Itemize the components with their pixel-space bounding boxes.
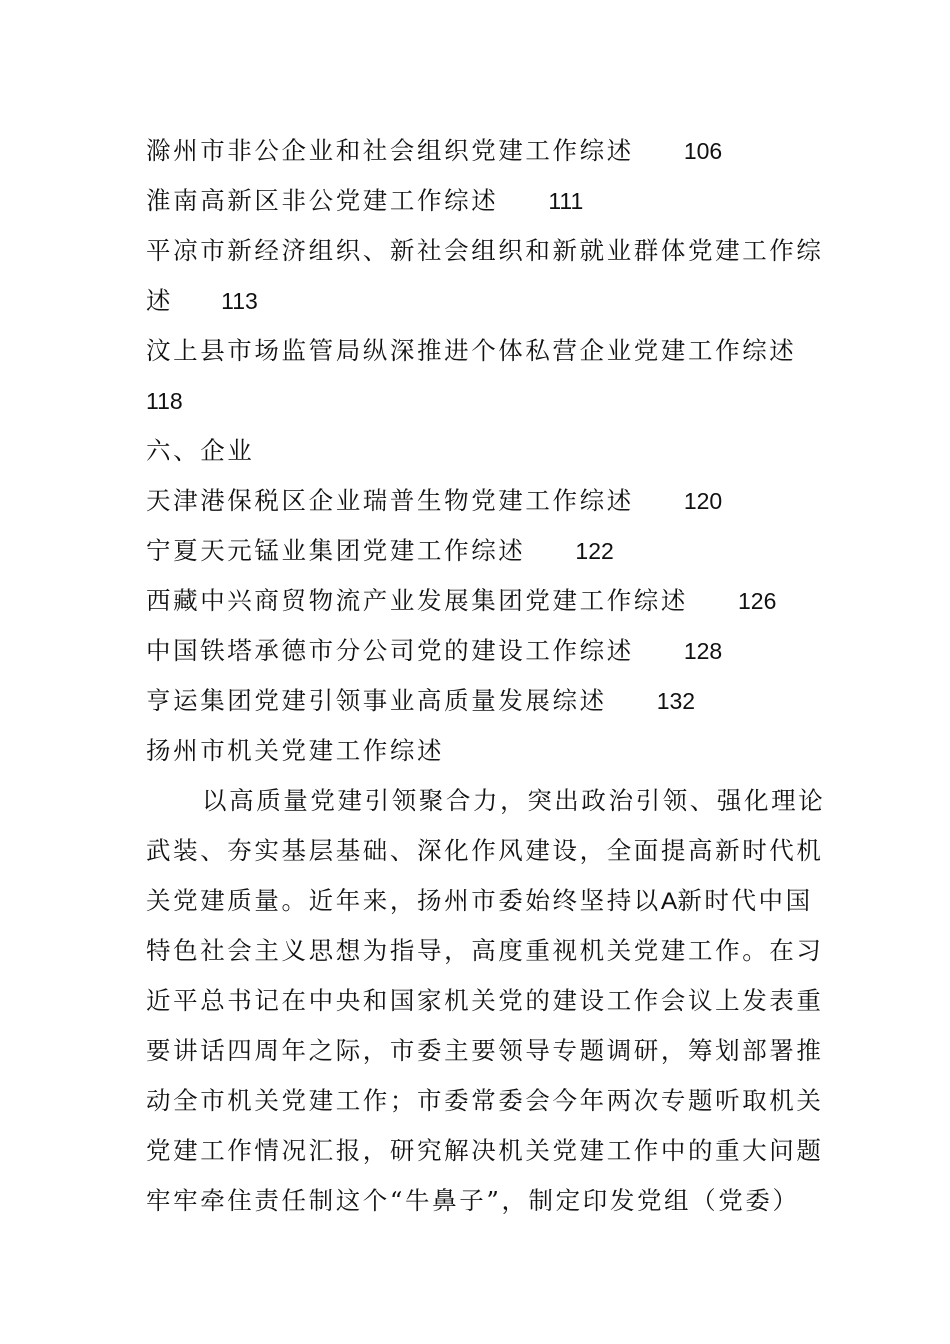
toc-entry bbox=[146, 676, 808, 726]
paragraph-line: 特色社会主义思想为指导，高度重视机关党建工作。在习 bbox=[146, 936, 824, 965]
paragraph-line-text: 关党建质量。近年来，扬州市委始终坚持以 bbox=[146, 886, 661, 915]
toc-entry-title: 宁夏天元锰业集团党建工作综述 bbox=[146, 536, 526, 565]
toc-entry-page: 118 bbox=[146, 388, 183, 414]
toc-entry-title: 淮南高新区非公党建工作综述 bbox=[146, 186, 499, 215]
article-title: 扬州市机关党建工作综述 bbox=[146, 736, 445, 765]
toc-entry bbox=[146, 626, 808, 676]
toc-entry-title: 亨运集团党建引领事业高质量发展综述 bbox=[146, 686, 607, 715]
toc-entry bbox=[146, 276, 808, 326]
paragraph-line: 牢牢牵住责任制这个“牛鼻子”，制定印发党组（党委） bbox=[146, 1186, 800, 1215]
toc-entry bbox=[146, 476, 808, 526]
toc-entry-title-line: 汶上县市场监管局纵深推进个体私营企业党建工作综述 bbox=[146, 336, 797, 365]
paragraph-line: 动全市机关党建工作；市委常委会今年两次专题听取机关 bbox=[146, 1086, 824, 1115]
toc-entry-page: 120 bbox=[683, 488, 723, 514]
toc-entry bbox=[146, 576, 808, 626]
toc-entry-title-continued: 述 bbox=[146, 286, 174, 315]
paragraph-line bbox=[146, 876, 813, 926]
toc-entry bbox=[146, 376, 808, 426]
toc-entry bbox=[146, 126, 808, 176]
toc-entry-page: 128 bbox=[683, 638, 723, 664]
toc-entry-title: 中国铁塔承德市分公司党的建设工作综述 bbox=[146, 636, 634, 665]
paragraph-line: 武装、夯实基层基础、深化作风建设，全面提高新时代机 bbox=[146, 836, 824, 865]
toc-entry-page: 111 bbox=[548, 188, 584, 214]
paragraph-line: 近平总书记在中央和国家机关党的建设工作会议上发表重 bbox=[146, 986, 824, 1015]
toc-entry-title: 滁州市非公企业和社会组织党建工作综述 bbox=[146, 136, 634, 165]
toc-entry-page: 132 bbox=[656, 688, 696, 714]
section-heading: 六、企业 bbox=[146, 436, 255, 465]
paragraph-latin-letter: A bbox=[660, 888, 678, 915]
paragraph-line: 党建工作情况汇报，研究解决机关党建工作中的重大问题 bbox=[146, 1136, 824, 1165]
toc-entry-page: 106 bbox=[683, 138, 723, 164]
paragraph-line-text-tail: 新时代中国 bbox=[677, 886, 813, 915]
toc-entry-title: 西藏中兴商贸物流产业发展集团党建工作综述 bbox=[146, 586, 688, 615]
body-paragraph bbox=[146, 776, 826, 1226]
toc-entry-title: 天津港保税区企业瑞普生物党建工作综述 bbox=[146, 486, 634, 515]
toc-entry-page: 126 bbox=[738, 588, 777, 614]
toc-entry bbox=[146, 176, 808, 226]
toc-entry-title-line: 平凉市新经济组织、新社会组织和新就业群体党建工作综 bbox=[146, 236, 824, 265]
toc-entry bbox=[146, 526, 808, 576]
toc-entry-page: 113 bbox=[221, 288, 258, 314]
paragraph-line: 要讲话四周年之际，市委主要领导专题调研，筹划部署推 bbox=[146, 1036, 824, 1065]
paragraph-line: 以高质量党建引领聚合力，突出政治引领、强化理论 bbox=[202, 786, 826, 815]
toc-entry-page: 122 bbox=[575, 538, 614, 564]
page-content bbox=[146, 126, 826, 1226]
